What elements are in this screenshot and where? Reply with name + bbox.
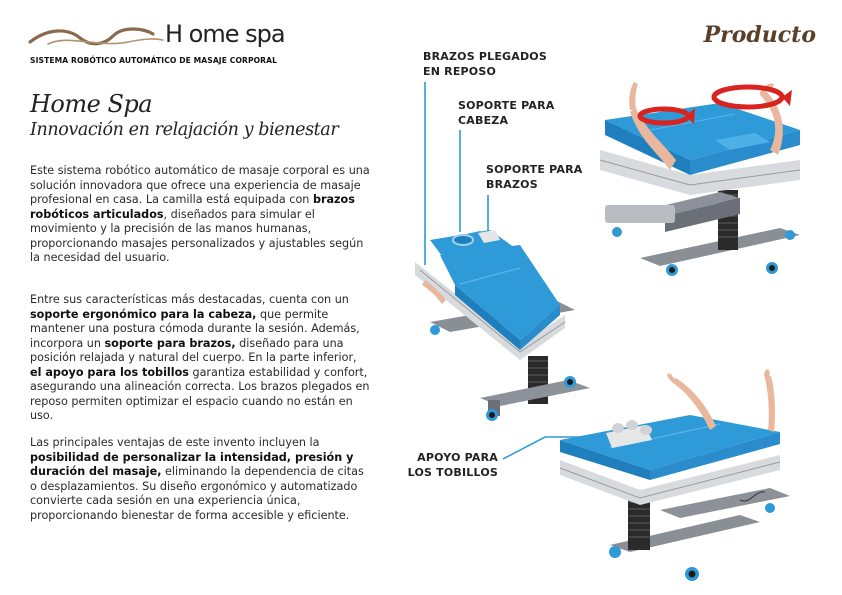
table-top-right (600, 82, 800, 276)
paragraph-intro: Este sistema robótico automático de masaje corporal es una solución innovadora que ofrece una experiencia de masaje profesional en casa. La camilla está equipada con brazos robóticos articulados, diseñados para simular el movimiento y la precisión de las manos humanas, proporcionando masajes personalizados y ajustables según la necesidad del usuario. (30, 164, 370, 264)
callout-arms-rest: BRAZOS PLEGADOS EN REPOSO (423, 50, 547, 78)
paragraph-advantages: Las principales ventajas de este invento incluyen la posibilidad de personalizar la intensidad, presión y duración del masaje, eliminando la dependencia de citas o desplazamientos. Su diseño ergonómico y automatizado convierte cada sesión en una experiencia única, proporcionando bienestar de forma accesible y eficiente. (30, 436, 364, 522)
callout-arm-support: SOPORTE PARA BRAZOS (486, 163, 583, 191)
logo-wordmark: H ome spa (165, 20, 285, 48)
page-title: Home Spa (30, 90, 153, 118)
callout-head-support: SOPORTE PARA CABEZA (458, 99, 555, 127)
section-title: Producto (703, 22, 816, 48)
table-bottom-right (560, 369, 790, 581)
paragraph-features: Entre sus características más destacadas, cuenta con un soporte ergonómico para la cabeza, que permite mantener una postura cómoda durante la sesión. Además, incorpora un soporte para brazos, diseñado para una posición relajada y natural del cuerpo. En la parte inferior, el apoyo para los tobillos garantiza estabilidad y confort, asegurando una alineación correcta. Los brazos plegados en reposo permiten optimizar el espacio cuando no están en uso. (30, 293, 370, 422)
massage-table-illustrations (395, 60, 835, 590)
callout-ankle-support: APOYO PARA LOS TOBILLOS (407, 451, 498, 479)
page-subtitle: Innovación en relajación y bienestar (30, 120, 339, 140)
table-middle-left (415, 230, 590, 421)
logo-subtitle: SISTEMA ROBÓTICO AUTOMÁTICO DE MASAJE CORPORAL (30, 56, 278, 65)
